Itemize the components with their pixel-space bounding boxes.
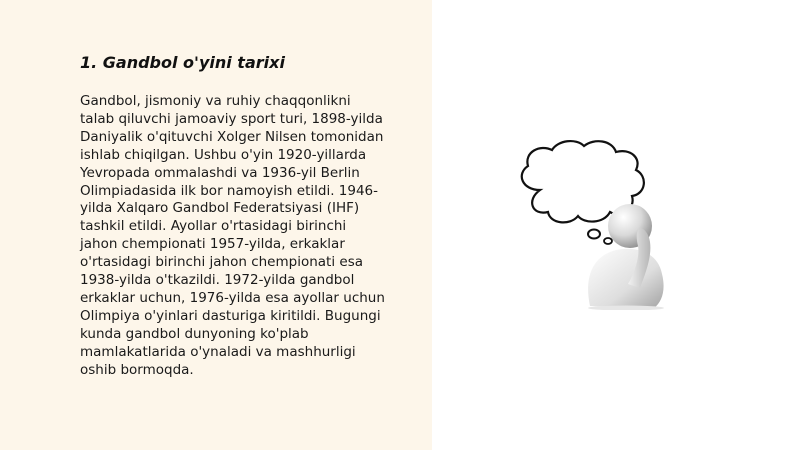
thinking-person-icon (512, 138, 682, 310)
body-line: tashkil etildi. Ayollar o'rtasidagi birinchi (80, 218, 347, 235)
body-line: oshib bormoqda. (80, 361, 194, 378)
body-line: o'rtasidagi birinchi jahon chempionati esa (80, 254, 363, 271)
slide-title: 1. Gandbol o'yini tarixi (80, 53, 285, 72)
body-line: 1938-yilda o'tkazildi. 1972-yilda gandbol (80, 272, 355, 289)
body-line: yilda Xalqaro Gandbol Federatsiyasi (IHF) (80, 200, 360, 217)
thought-bubble-small (588, 230, 600, 239)
body-line: jahon chempionati 1957-yilda, erkaklar (80, 236, 345, 253)
body-line: Daniyalik o'qituvchi Xolger Nilsen tomonidan (80, 128, 384, 145)
figure-body (588, 249, 663, 308)
body-line: talab qiluvchi jamoaviy sport turi, 1898-yilda (80, 110, 383, 127)
body-line: Yevropada ommalashdi va 1936-yil Berlin (80, 164, 360, 181)
body-line: kunda gandbol dunyoning ko'plab (80, 325, 309, 342)
body-line: mamlakatlarida o'ynaladi va mashhurligi (80, 343, 356, 360)
body-line: ishlab chiqilgan. Ushbu o'yin 1920-yillarda (80, 146, 367, 163)
thought-bubble-tiny (604, 238, 612, 244)
body-line: Gandbol, jismoniy va ruhiy chaqqonlikni (80, 93, 351, 109)
body-line: erkaklar uchun, 1976-yilda esa ayollar uchun (80, 289, 385, 306)
body-line: Olimpiya o'yinlari dasturiga kiritildi. Bugungi (80, 307, 381, 324)
body-line: Olimpiadasida ilk bor namoyish etildi. 1946- (80, 182, 379, 199)
slide-body (80, 93, 430, 380)
